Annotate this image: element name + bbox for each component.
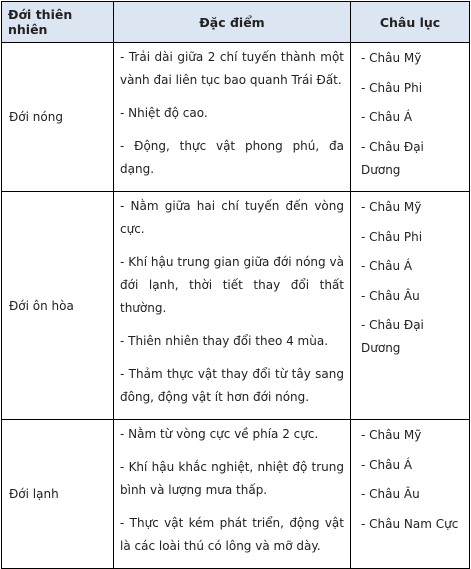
features-cell xyxy=(114,420,351,569)
zone-name: Đới ôn hòa xyxy=(2,192,114,420)
feature-item: - Nhiệt độ cao. xyxy=(120,106,208,120)
continent-item: - Châu Mỹ xyxy=(361,51,422,65)
continent-item: - Châu Âu xyxy=(361,487,420,502)
feature-item: - Động, thực vật phong phú, đa dạng. xyxy=(120,139,344,176)
features-cell xyxy=(114,43,351,192)
continent-item: - Châu Nam Cực xyxy=(361,516,459,531)
continent-item: - Châu Âu xyxy=(361,288,420,303)
feature-item: - Khí hậu khắc nghiệt, nhiệt độ trung bình và lượng mưa thấp. xyxy=(120,460,344,497)
continent-item: - Châu Á xyxy=(361,259,413,274)
feature-item: - Thực vật kém phát triển, động vật là các loài thú có lông và mỡ dày. xyxy=(120,516,344,553)
header-row xyxy=(2,2,470,43)
features-cell xyxy=(114,192,351,420)
header-features: Đặc điểm xyxy=(114,2,351,43)
continents-cell xyxy=(351,420,470,569)
feature-item: - Nằm giữa hai chí tuyến đến vòng cực. xyxy=(120,199,344,236)
zone-name: Đới nóng xyxy=(2,43,114,192)
feature-item: - Thảm thực vật thay đổi từ tây sang đông, động vật ít hơn đới nóng. xyxy=(120,367,344,404)
continent-item: - Châu Mỹ xyxy=(361,200,422,214)
feature-item: - Trải dài giữa 2 chí tuyến thành một vành đai liên tục bao quanh Trái Đất. xyxy=(120,50,344,87)
zone-name: Đới lạnh xyxy=(2,420,114,569)
table-row xyxy=(2,192,470,420)
continent-item: - Châu Mỹ xyxy=(361,428,422,442)
continent-item: - Châu Đại Dương xyxy=(361,139,424,177)
continents-cell xyxy=(351,43,470,192)
table-row xyxy=(2,43,470,192)
continents-cell xyxy=(351,192,470,420)
feature-item: - Nằm từ vòng cực về phía 2 cực. xyxy=(120,427,319,441)
continent-item: - Châu Á xyxy=(361,457,413,472)
continent-item: - Châu Phi xyxy=(361,80,423,95)
feature-item: - Khí hậu trung gian giữa đới nóng và đới lạnh, thời tiết thay đổi thất thường. xyxy=(120,255,344,315)
continent-item: - Châu Đại Dương xyxy=(361,318,424,356)
continent-item: - Châu Á xyxy=(361,110,413,125)
continent-item: - Châu Phi xyxy=(361,229,423,244)
table-row xyxy=(2,420,470,569)
header-continents: Châu lục xyxy=(351,2,470,43)
header-zone: Đới thiên nhiên xyxy=(2,2,114,43)
natural-zones-table xyxy=(1,1,470,569)
feature-item: - Thiên nhiên thay đổi theo 4 mùa. xyxy=(120,334,329,348)
